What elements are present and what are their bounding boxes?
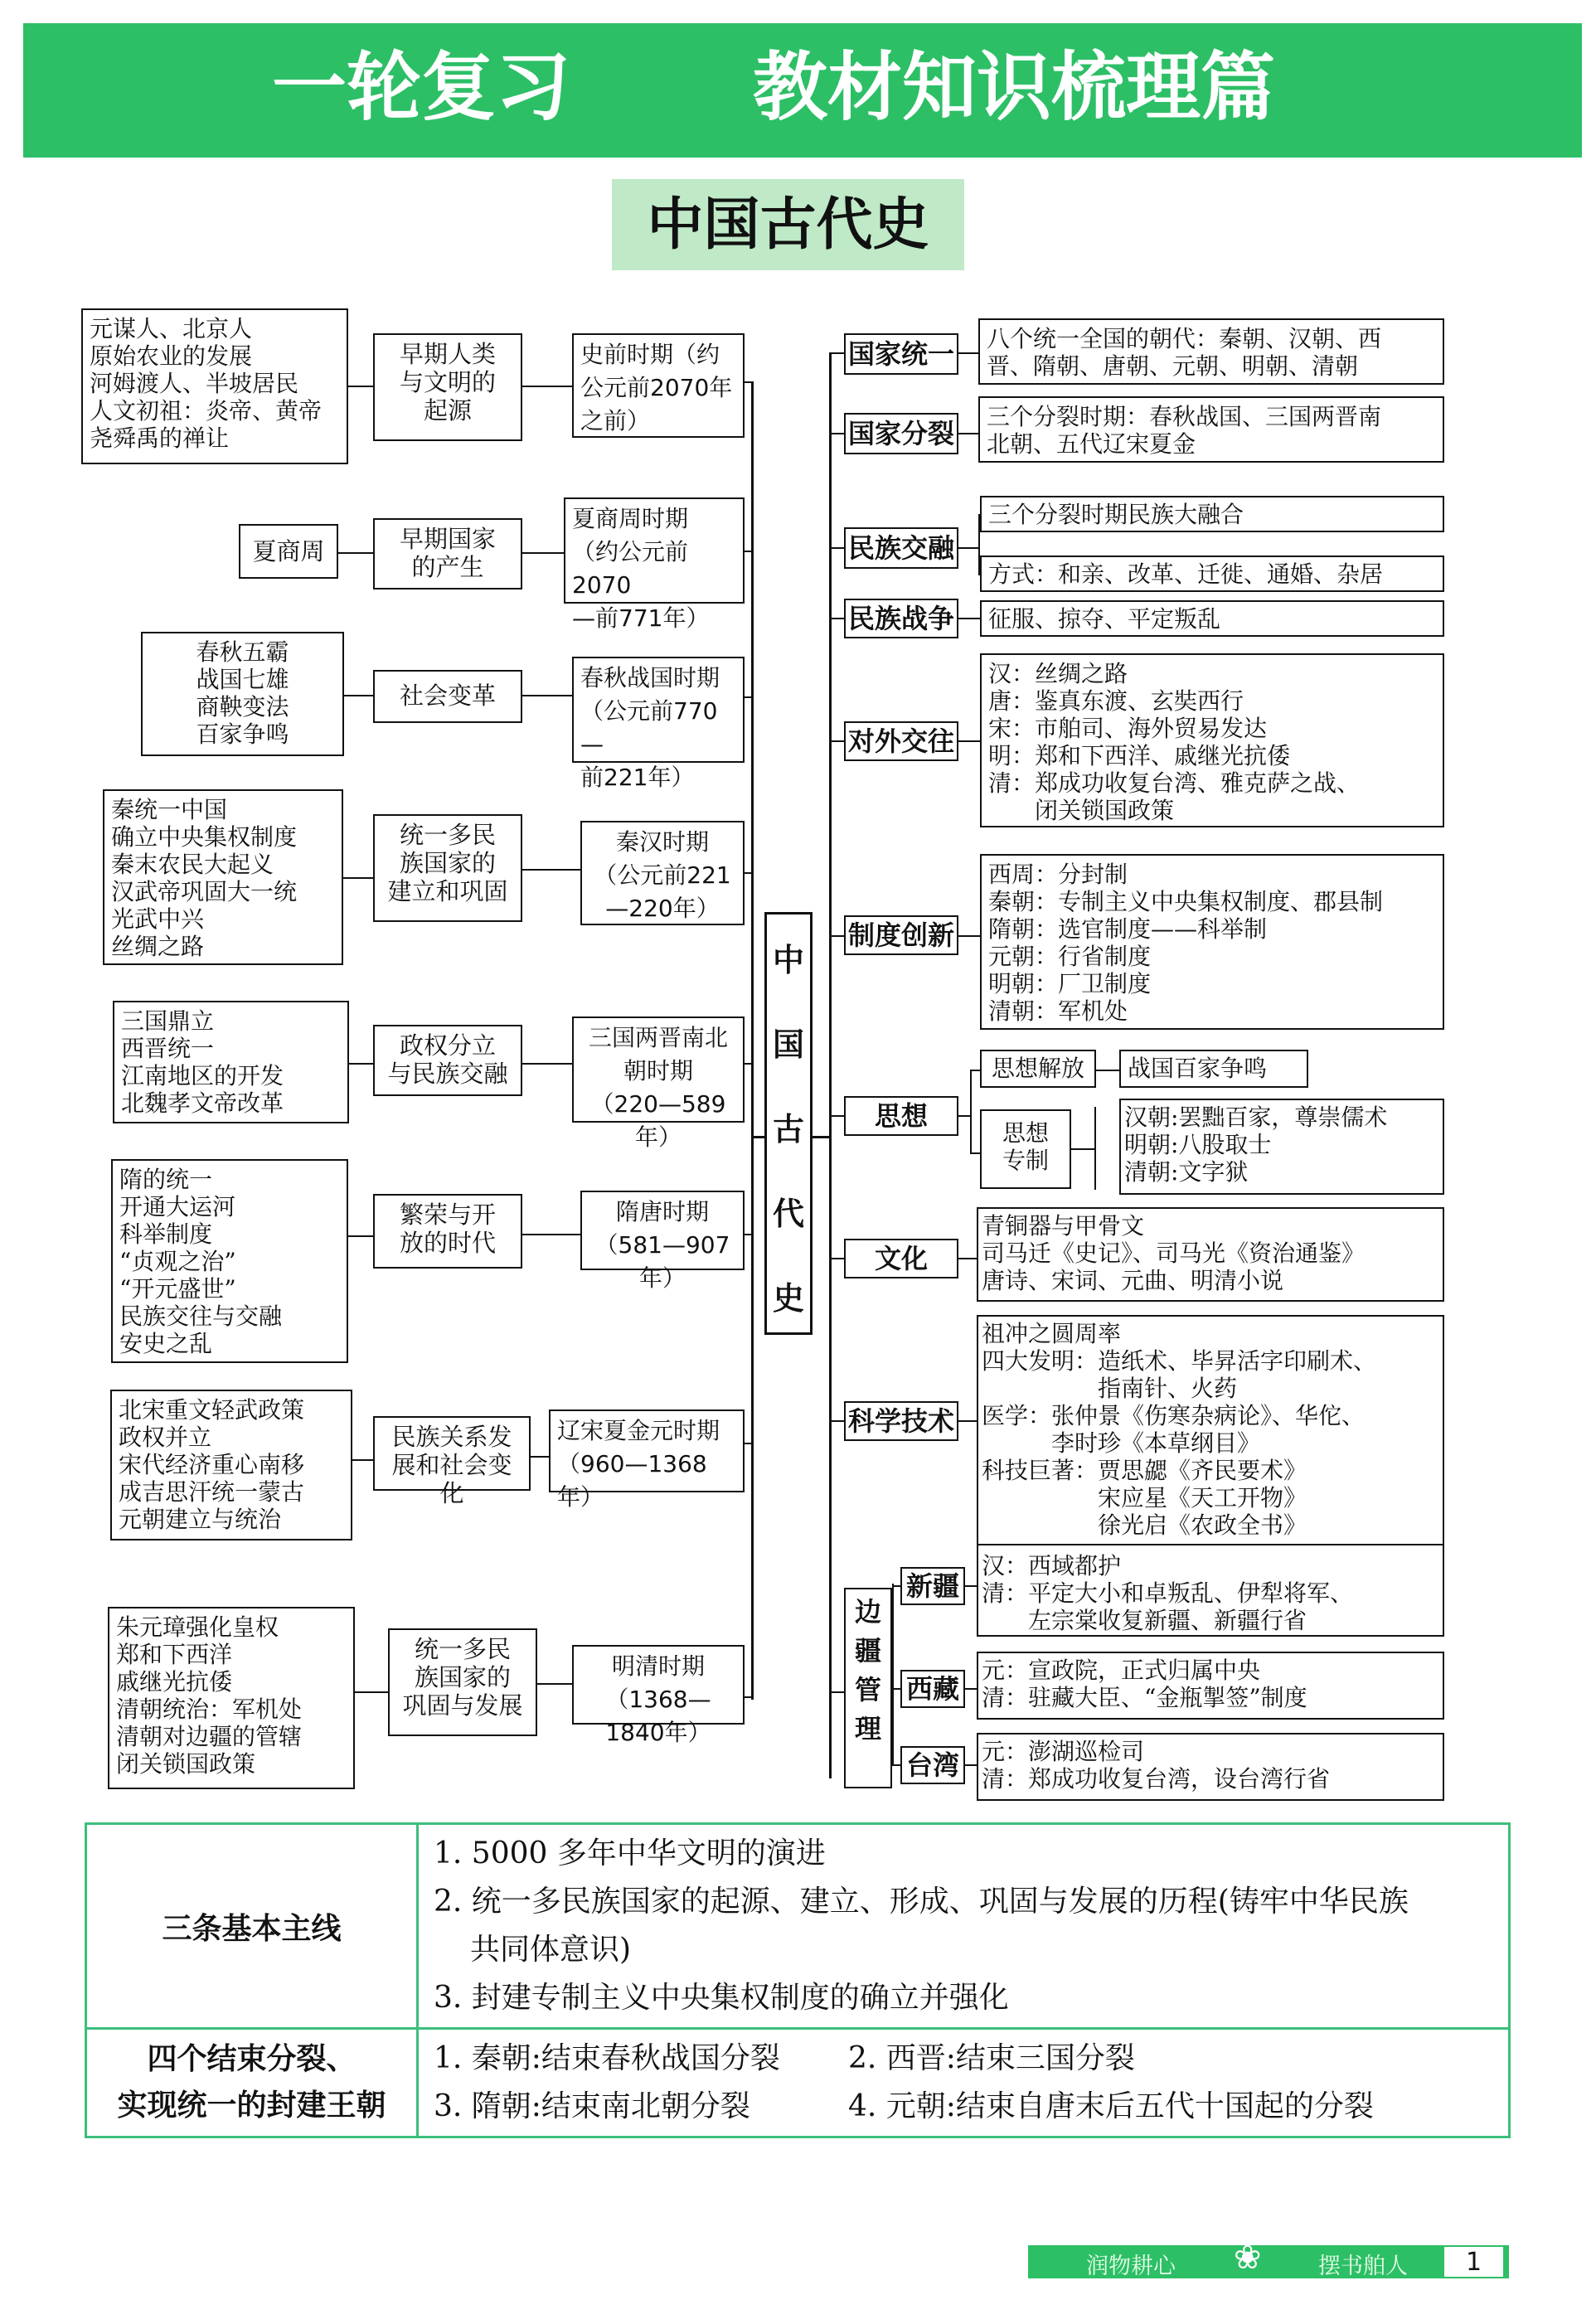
- period-theme: 统一多民 族国家的 巩固与发展: [388, 1628, 537, 1736]
- connector: [745, 551, 753, 552]
- period-events: 三国鼎立 西晋统一 江南地区的开发 北魏孝文帝改革: [113, 1001, 349, 1123]
- thought-liberation: 思想解放: [980, 1050, 1096, 1088]
- center-char: 中: [772, 942, 804, 978]
- dynasty-item: 3. 隋朝:结束南北朝分裂: [434, 2089, 750, 2123]
- connector: [958, 740, 980, 742]
- connector: [970, 1070, 972, 1152]
- connector: [537, 1683, 572, 1685]
- period-events: 元谋人、北京人 原始农业的发展 河姆渡人、半坡居民 人文初祖：炎帝、黄帝 尧舜禹的禅让: [81, 308, 348, 464]
- period-theme: 早期国家 的产生: [373, 518, 522, 589]
- center-char: 古: [772, 1111, 804, 1147]
- mainlines-content: [418, 1824, 1510, 2029]
- center-char: 代: [772, 1196, 804, 1232]
- topic-label: 制度创新: [844, 915, 958, 955]
- topic-detail: 青铜器与甲骨文 司马迁《史记》、司马光《资治通鉴》 唐诗、宋词、元曲、明清小说: [977, 1207, 1444, 1302]
- region-detail: 元：宣政院，正式归属中央 清：驻藏大臣、“金瓶掣签”制度: [977, 1652, 1444, 1720]
- connector: [958, 352, 978, 354]
- topic-detail: 八个统一全国的朝代：秦朝、汉朝、西 晋、隋朝、唐朝、元朝、明朝、清朝: [978, 318, 1444, 385]
- connector: [831, 433, 844, 434]
- connector: [1094, 1107, 1096, 1190]
- connector: [522, 1234, 580, 1235]
- topic-label: 对外交往: [844, 721, 958, 761]
- period-theme: 繁荣与开 放的时代: [373, 1194, 522, 1269]
- connector: [745, 1234, 753, 1235]
- connector: [745, 1443, 753, 1444]
- connector: [338, 552, 373, 554]
- table-row: [86, 2029, 1510, 2137]
- period-name: 秦汉时期 （公元前221 —220年）: [580, 821, 745, 925]
- topic-detail: 汉：丝绸之路 唐：鉴真东渡、玄奘西行 宋：市舶司、海外贸易发达 明：郑和下西洋、戚继光抗倭 清：郑成功收复台湾、雅克萨之战、 闭关锁国政策: [980, 653, 1444, 827]
- center-char: 国: [772, 1026, 804, 1063]
- connector: [745, 1063, 753, 1065]
- connector: [745, 1696, 753, 1698]
- connector: [745, 381, 753, 383]
- period-name: 明清时期 （1368—1840年）: [572, 1645, 745, 1725]
- topic-label: 民族交融: [844, 527, 958, 569]
- connector: [831, 1691, 844, 1693]
- connector: [522, 1063, 572, 1065]
- period-name: 三国两晋南北 朝时期 （220—589年）: [572, 1016, 745, 1123]
- connector: [892, 1585, 900, 1587]
- mainline-item: 2. 统一多民族国家的起源、建立、形成、巩固与发展的历程(铸牢中华民族: [434, 1885, 1409, 1919]
- connector: [831, 618, 844, 619]
- topic-label: 国家分裂: [844, 413, 958, 454]
- connector: [831, 935, 844, 937]
- page-title: 中国古代史: [612, 179, 964, 270]
- connector: [958, 935, 980, 937]
- connector: [965, 1688, 977, 1690]
- topic-label: 国家统一: [844, 333, 958, 375]
- connector: [892, 1688, 900, 1690]
- topic-detail: 三个分裂时期：春秋战国、三国两晋南 北朝、五代辽宋夏金: [978, 396, 1444, 463]
- connector: [352, 1459, 373, 1461]
- center-char: 史: [772, 1280, 804, 1317]
- topic-detail: 祖冲之圆周率 四大发明：造纸术、毕昇活字印刷术、 指南针、火药 医学：张仲景《伤寒杂病论》、华佗、 李时珍《本草纲目》 科技巨著：贾思勰《齐民要术》 宋应星《天工开物》 徐光启《农政全书》: [977, 1315, 1444, 1547]
- connector: [348, 1235, 373, 1237]
- period-name: 春秋战国时期 （公元前770— 前221年）: [572, 657, 745, 763]
- connector: [958, 433, 978, 434]
- connector: [831, 352, 844, 354]
- thought-liberation-detail: 战国百家争鸣: [1119, 1050, 1308, 1088]
- region-detail: 元：澎湖巡检司 清：郑成功收复台湾，设台湾行省: [977, 1733, 1444, 1801]
- topic-label: 民族战争: [844, 599, 958, 638]
- connector: [355, 1691, 388, 1693]
- connector: [831, 1258, 844, 1259]
- period-events: 北宋重文轻武政策 政权并立 宋代经济重心南移 成吉思汗统一蒙古 元朝建立与统治: [110, 1390, 352, 1540]
- connector: [531, 1456, 549, 1458]
- connector: [958, 618, 980, 619]
- period-theme: 社会变革: [373, 670, 522, 723]
- topic-detail-a: 三个分裂时期民族大融合: [980, 496, 1444, 532]
- header-banner: [23, 23, 1582, 158]
- header-right-title: 教材知识梳理篇: [753, 44, 1275, 131]
- connector: [958, 1420, 977, 1422]
- connector: [343, 877, 373, 879]
- topic-label: 科学技术: [844, 1401, 958, 1441]
- connector: [958, 547, 978, 549]
- dynasty-item: 4. 元朝:结束自唐末后五代十国起的分裂: [848, 2089, 1374, 2123]
- connector: [522, 695, 572, 696]
- footer-band: [1028, 2245, 1509, 2278]
- connector: [831, 547, 844, 549]
- mainline-item: 3. 封建专制主义中央集权制度的确立并强化: [434, 1981, 1009, 2015]
- period-theme: 早期人类 与文明的 起源: [373, 333, 522, 441]
- period-events: 夏商周: [239, 524, 338, 579]
- connector: [745, 696, 753, 698]
- footer-left-text: 润物耕心: [1086, 2254, 1176, 2279]
- period-events: 春秋五霸 战国七雄 商鞅变法 百家争鸣: [141, 632, 344, 756]
- topic-detail-b: 方式：和亲、改革、迁徙、通婚、杂居: [980, 556, 1444, 592]
- period-theme: 政权分立 与民族交融: [373, 1025, 522, 1096]
- dynasty-item: 1. 秦朝:结束春秋战国分裂: [434, 2041, 780, 2075]
- topic-label: 文化: [844, 1239, 958, 1278]
- connector: [522, 552, 564, 554]
- right-spine: [829, 352, 832, 1778]
- period-name: 隋唐时期 （581—907年）: [580, 1191, 745, 1270]
- connector: [892, 1764, 900, 1766]
- connector: [892, 1584, 894, 1766]
- connector: [970, 1152, 980, 1154]
- dynasty-item: 2. 西晋:结束三国分裂: [848, 2041, 1135, 2075]
- connector: [522, 869, 580, 871]
- connector: [344, 695, 373, 696]
- period-events: 隋的统一 开通大运河 科举制度 “贞观之治” “开元盛世” 民族交往与交融 安史之乱: [111, 1159, 348, 1363]
- topic-label: 思想: [844, 1096, 958, 1136]
- connector: [831, 1115, 844, 1117]
- dynasties-content: [418, 2029, 1510, 2137]
- period-events: 朱元璋强化皇权 郑和下西洋 戚继光抗倭 清朝统治：军机处 清朝对边疆的管辖 闭关锁国政策: [108, 1607, 355, 1789]
- connector: [1096, 1070, 1119, 1071]
- center-topic-box: [764, 912, 813, 1335]
- region-label: 台湾: [900, 1746, 965, 1784]
- summary-table: [85, 1822, 1511, 2138]
- connector: [831, 1420, 844, 1422]
- period-name: 辽宋夏金元时期 （960—1368年）: [549, 1409, 745, 1492]
- connector: [958, 1115, 970, 1117]
- thought-autocracy: 思想 专制: [980, 1109, 1071, 1189]
- connector: [965, 1764, 977, 1766]
- page-number: 1: [1443, 2245, 1505, 2278]
- thought-autocracy-detail: 汉朝:罢黜百家，尊崇儒术 明朝:八股取士 清朝:文字狱: [1119, 1099, 1444, 1195]
- connector: [970, 1070, 980, 1071]
- footer-right-text: 摆书舶人: [1318, 2254, 1408, 2279]
- mainline-item-cont: 共同体意识): [470, 1933, 632, 1967]
- connector: [745, 872, 753, 874]
- connector: [348, 386, 373, 387]
- connector: [1071, 1148, 1094, 1150]
- header-left-title: 一轮复习: [272, 44, 570, 131]
- connector: [522, 386, 572, 387]
- lotus-icon: ❀: [1234, 2239, 1262, 2277]
- period-name: 史前时期（约 公元前2070年 之前）: [572, 333, 745, 438]
- left-spine: [751, 381, 754, 1700]
- spine-link-right: [813, 1136, 831, 1138]
- table-row: [86, 1824, 1510, 2029]
- mainline-item: 1. 5000 多年中华文明的演进: [434, 1836, 826, 1870]
- region-label: 新疆: [900, 1567, 965, 1605]
- region-detail: 汉：西域都护 清：平定大小和卓叛乱、伊犁将军、 左宗棠收复新疆、新疆行省: [977, 1544, 1444, 1637]
- topic-detail: 西周：分封制 秦朝：专制主义中央集权制度、郡县制 隋朝：选官制度——科举制 元朝：行省制度 明朝：厂卫制度 清朝：军机处: [980, 854, 1444, 1030]
- region-label: 西藏: [900, 1670, 965, 1708]
- period-name: 夏商周时期 （约公元前2070 —前771年）: [564, 497, 745, 604]
- period-theme: 统一多民 族国家的 建立和巩固: [373, 814, 522, 922]
- connector: [831, 740, 844, 742]
- connector: [965, 1585, 977, 1587]
- topic-detail: 征服、掠夺、平定叛乱: [980, 600, 1444, 637]
- period-events: 秦统一中国 确立中央集权制度 秦末农民大起义 汉武帝巩固大一统 光武中兴 丝绸之路: [103, 789, 343, 965]
- connector: [349, 1063, 373, 1065]
- mainlines-label: 三条基本主线: [86, 1824, 418, 2029]
- dynasties-label: 四个结束分裂、 实现统一的封建王朝: [86, 2029, 418, 2137]
- topic-label-frontier: 边疆管理: [844, 1588, 892, 1788]
- period-theme: 民族关系发 展和社会变化: [373, 1416, 531, 1491]
